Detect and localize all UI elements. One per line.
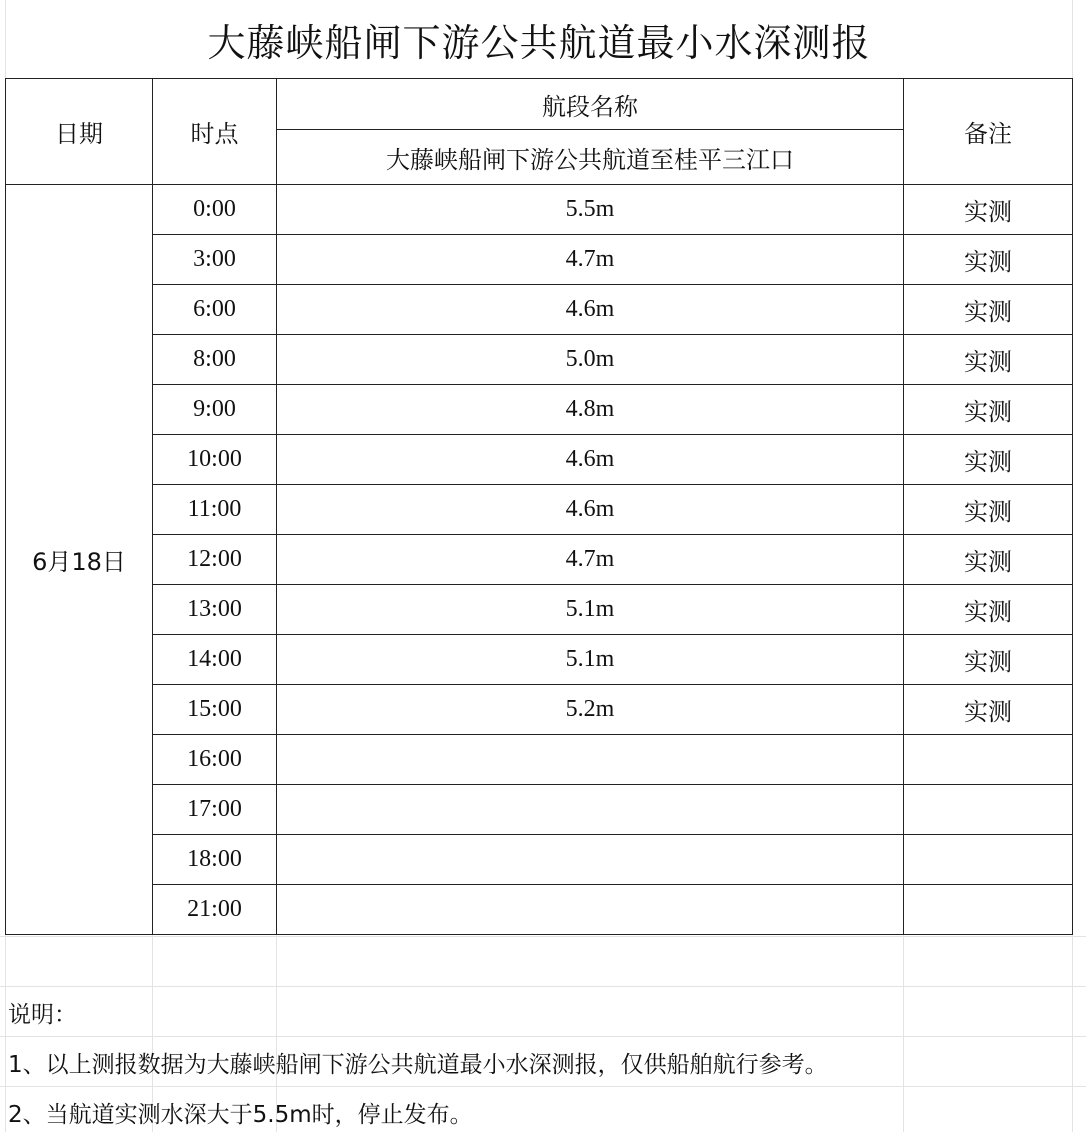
table-row [6, 485, 1073, 535]
depth-cell [277, 735, 904, 785]
time-cell: 0:00 [153, 185, 277, 235]
header-time: 时点 [153, 79, 277, 185]
header-date: 日期 [6, 79, 153, 185]
depth-cell: 5.2m [277, 685, 904, 735]
depth-cell: 4.7m [277, 535, 904, 585]
depth-cell [277, 885, 904, 935]
table-row [6, 885, 1073, 935]
remark-cell [904, 885, 1073, 935]
remark-cell [904, 835, 1073, 885]
time-cell: 11:00 [153, 485, 277, 535]
remark-cell [904, 735, 1073, 785]
header-segment-name: 大藤峡船闸下游公共航道至桂平三江口 [277, 130, 904, 185]
depth-cell: 4.6m [277, 285, 904, 335]
time-cell: 13:00 [153, 585, 277, 635]
table-row [6, 835, 1073, 885]
time-cell: 10:00 [153, 435, 277, 485]
date-cell: 6月18日 [6, 185, 153, 935]
time-cell: 6:00 [153, 285, 277, 335]
table-row [6, 335, 1073, 385]
time-cell: 15:00 [153, 685, 277, 735]
table-row [6, 785, 1073, 835]
header-remark: 备注 [904, 79, 1073, 185]
time-cell: 21:00 [153, 885, 277, 935]
time-cell: 8:00 [153, 335, 277, 385]
table-row [6, 385, 1073, 435]
table-row [6, 685, 1073, 735]
table-row [6, 735, 1073, 785]
remark-cell [904, 785, 1073, 835]
depth-report-table [5, 78, 1073, 935]
time-cell: 18:00 [153, 835, 277, 885]
remark-cell: 实测 [904, 585, 1073, 635]
remark-cell: 实测 [904, 635, 1073, 685]
remark-cell: 实测 [904, 685, 1073, 735]
remark-cell: 实测 [904, 285, 1073, 335]
remark-cell: 实测 [904, 235, 1073, 285]
depth-cell: 5.1m [277, 585, 904, 635]
note-line-2: 2、当航道实测水深大于5.5m时，停止发布。 [8, 1102, 473, 1128]
depth-cell: 4.6m [277, 435, 904, 485]
time-cell: 17:00 [153, 785, 277, 835]
table-row [6, 635, 1073, 685]
note-line-1: 1、以上测报数据为大藤峡船闸下游公共航道最小水深测报，仅供船舶航行参考。 [8, 1052, 828, 1078]
time-cell: 12:00 [153, 535, 277, 585]
notes-heading: 说明： [8, 1002, 77, 1028]
time-cell: 9:00 [153, 385, 277, 435]
table-row [6, 585, 1073, 635]
table-row [6, 435, 1073, 485]
depth-cell: 4.7m [277, 235, 904, 285]
remark-cell: 实测 [904, 185, 1073, 235]
remark-cell: 实测 [904, 385, 1073, 435]
remark-cell: 实测 [904, 535, 1073, 585]
table-row [6, 285, 1073, 335]
depth-cell: 4.8m [277, 385, 904, 435]
depth-cell: 5.0m [277, 335, 904, 385]
depth-cell [277, 835, 904, 885]
time-cell: 14:00 [153, 635, 277, 685]
table-row [6, 185, 1073, 235]
table-row [6, 535, 1073, 585]
depth-cell [277, 785, 904, 835]
depth-cell: 5.5m [277, 185, 904, 235]
depth-cell: 5.1m [277, 635, 904, 685]
header-segment-group: 航段名称 [277, 79, 904, 130]
remark-cell: 实测 [904, 485, 1073, 535]
time-cell: 3:00 [153, 235, 277, 285]
time-cell: 16:00 [153, 735, 277, 785]
remark-cell: 实测 [904, 335, 1073, 385]
remark-cell: 实测 [904, 435, 1073, 485]
depth-cell: 4.6m [277, 485, 904, 535]
report-title: 大藤峡船闸下游公共航道最小水深测报 [6, 0, 1072, 78]
table-row [6, 235, 1073, 285]
